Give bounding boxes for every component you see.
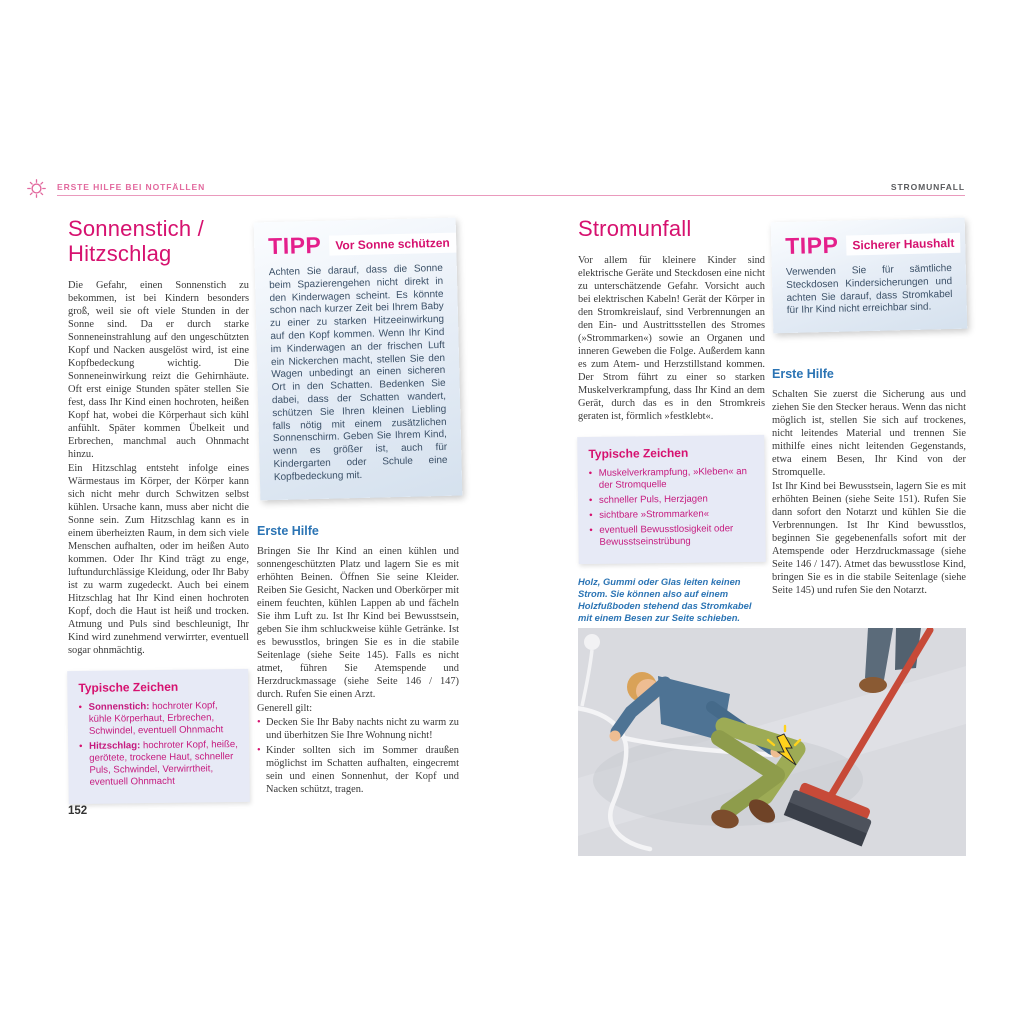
tip-header xyxy=(784,231,955,260)
electric-title: Stromunfall xyxy=(578,216,692,241)
sunstroke-aid-column xyxy=(257,220,459,798)
signs-item: • Muskelverkrampfung, »Kleben« an der Stromquelle xyxy=(589,466,754,492)
first-aid-paragraph-1: Schalten Sie zuerst die Sicherung aus und ziehen Sie den Stecker heraus. Wenn das nicht möglich ist, stellen Sie sich auf trockenes, nicht leitendes Material und trennen Sie mithilfe eines nicht leitenden Gegenstands, etwa einem Besen, Ihr Kind von der Stromquelle. xyxy=(772,389,966,479)
first-aid-paragraph-2: Ist Ihr Kind bei Bewusstsein, lagern Sie es mit erhöhten Beinen (siehe Seite 151). Rufen Sie dann sofort den Notarzt und kühlen Sie die Verbrennungen. Ist Ihr Kind bewusstlos, beginnen Sie gegebenenfalls sofort mit der Atemspende oder Herzdruckmassage (siehe Seite 146 / 147). Atmet das bewusstlose Kind, bringen Sie es in die stabile Seitenlage (siehe Seite 145) und rufen Sie den Notarzt. xyxy=(772,481,966,597)
signs-item: • schneller Puls, Herzjagen xyxy=(589,493,754,507)
signs-item-lead: Sonnenstich: xyxy=(88,701,150,713)
tip-text: Verwenden Sie für sämtliche Steckdosen Kindersicherungen und achten Sie darauf, dass Stromkabel für Ihr Kind nicht erreichbar sind. xyxy=(785,262,953,317)
header-chapter-label: ERSTE HILFE BEI NOTFÄLLEN xyxy=(57,182,206,192)
first-aid-bullet: • Kinder sollten sich im Sommer draußen möglichst im Schatten aufhalten, eingecremt sein und einen Sonnenhut, der Kopf und Nacken schützt, tragen. xyxy=(257,744,459,796)
signs-item: • sichtbare »Strommarken« xyxy=(589,508,754,522)
signs-box-title: Typische Zeichen xyxy=(588,445,689,462)
first-aid-heading: Erste Hilfe xyxy=(257,523,319,538)
tip-box-safe-household xyxy=(771,218,968,334)
tip-label: TIPP xyxy=(784,231,839,260)
tip-label: TIPP xyxy=(267,231,322,260)
tip-header xyxy=(267,231,450,260)
page-header xyxy=(57,181,965,196)
tip-box-sun-protection xyxy=(254,218,463,500)
signs-item-text: hochroter Kopf, heiße, gerötete, trockene Haut, schneller Puls, Schwindel, Verwirrtheit, eventuell Ohnmacht xyxy=(89,739,238,788)
first-aid-bullet: • Decken Sie Ihr Baby nachts nicht zu warm zu und überhitzen Sie Ihre Wohnung nicht! xyxy=(257,716,459,742)
sunstroke-signs-box xyxy=(67,669,250,804)
tip-title: Vor Sonne schützen xyxy=(329,232,456,255)
sunstroke-first-aid xyxy=(257,524,459,796)
signs-item xyxy=(79,700,238,738)
illustration-caption: Holz, Gummi oder Glas leiten keinen Strom. Sie können also auf einem Holzfußboden stehend das Stromkabel mit einem Besen zur Seite schieben. xyxy=(578,576,752,623)
signs-item: • eventuell Bewusstlosigkeit oder Bewusstseinstrübung xyxy=(589,523,754,549)
sunstroke-paragraph-1: Die Gefahr, einen Sonnenstich zu bekommen, ist bei Kindern besonders groß, weil sie oft viele Stunden in der Sonne sind. Da er durch starke Sonneneinstrahlung auf den ungeschützten Kopf und Nacken ausgelöst wird, ist eine Kopfbedeckung wichtig. Die Sonneneinwirkung reizt die Gehirnhäute. Oft erst einige Stunden später stellen Sie fest, dass Ihr Kind einen hochroten, heißen Kopf hat, wobei die Körperhaut sich kühl anfühlt. Später kommen Übelkeit und Erbrechen, manchmal auch Ohnmacht hinzu. xyxy=(68,280,249,460)
signs-item-text: hochroter Kopf, kühle Körperhaut, Erbrechen, Schwindel, eventuell Ohnmacht xyxy=(88,700,224,737)
sun-chapter-icon xyxy=(27,179,46,198)
header-section-label: STROMUNFALL xyxy=(890,182,965,192)
electric-accident-illustration xyxy=(578,628,966,856)
first-aid-generally: Generell gilt: xyxy=(257,702,313,714)
signs-item-lead: Hitzschlag: xyxy=(89,740,141,752)
electric-column xyxy=(578,216,765,624)
electric-first-aid xyxy=(772,367,966,597)
sunstroke-column xyxy=(68,216,249,803)
sunstroke-paragraph-2: Ein Hitzschlag entsteht infolge eines Wärmestaus im Körper, der Körper kann sich nicht mehr durch Schwitzen selbst kühlen. Ursache kann, muss aber nicht die Sonne sein. Zum Hitzschlag kann es in einem überheizten Raum, in dem sich viele Menschen aufhalten, oder im heißen Auto kommen. Oder Ihr Kind trägt zu enge, luftundurchlässige Kleidung, oder Ihr Baby ist zu warm zugedeckt. Auch bei einem Hitzschlag hat Ihr Kind einen hochroten Kopf, doch die Haut ist heiß und trocken. Atmung und Puls sind beschleunigt, Ihr Kind wird zunehmend verwirrter, eventuell sogar ohnmächtig. xyxy=(68,463,249,656)
tip-text: Achten Sie darauf, dass die Sonne beim Spazierengehen nicht direkt in den Kinderwagen scheint. Es könnte schon nach kurzer Zeit bei Ihrem Baby zu einer zu starken Hitzeeinwirkung auf den Kopf kommen. Wenn Ihr Kind im Kinderwagen an der frischen Luft ein Nickerchen macht, stellen Sie den Wagen unbedingt an einen sicheren Ort in den Schatten. Bedenken Sie dabei, dass der Schatten wandert, schützen Sie Ihren kleinen Liebling falls nötig mit einem zusätzlichen Sonnenschirm. Geben Sie Ihrem Kind, wenn es größer ist, auch für Kindergarten oder Schule eine Kopfbedeckung mit. xyxy=(268,262,448,483)
signs-item xyxy=(79,739,239,789)
electric-signs-box xyxy=(577,435,766,564)
electric-aid-column xyxy=(772,220,966,598)
sunstroke-title: Sonnenstich / Hitzschlag xyxy=(68,216,204,266)
electric-intro: Vor allem für kleinere Kinder sind elektrische Geräte und Steckdosen eine nicht zu unterschätzende Gefahr. Vorsicht auch bei elektrischen Kabeln! Gerät der Körper in den Stromkreislauf, sind Verbrennungen an den Ein- und Austrittsstellen des Stromes (»Strommarken«) sowie an Organen und inneren Geweben die Folge. Außerdem kann es zum Atem- und Herzstillstand kommen. Der Strom führt zu einer so starken Muskelverkrampfung, dass Ihr Kind an dem Gerät, durch das es in den Stromkreis geraten ist, förmlich »festklebt«. xyxy=(578,255,765,422)
page-number: 152 xyxy=(68,805,88,817)
signs-box-title: Typische Zeichen xyxy=(78,679,179,695)
first-aid-body: Bringen Sie Ihr Kind an einen kühlen und sonnengeschützten Platz und lagern Sie es mit erhöhten Beinen. Öffnen Sie seine Kleider. Reiben Sie Gesicht, Nacken und Oberkörper mit einem feuchten, kühlen Lappen ab und fächeln Sie ihm Luft zu. Ist Ihr Kind bei Bewusstsein, geben Sie ihm schluckweise kühle Getränke. Ist es bewusstlos, bringen Sie es in die stabile Seitenlage (siehe Seite 145). Falls es nicht atmet, führen Sie Atemspende und Herzdruckmassage (siehe Seite 146 / 147) durch. Rufen Sie einen Arzt. xyxy=(257,545,459,700)
tip-title: Sicherer Haushalt xyxy=(846,232,961,255)
first-aid-heading: Erste Hilfe xyxy=(772,367,834,382)
